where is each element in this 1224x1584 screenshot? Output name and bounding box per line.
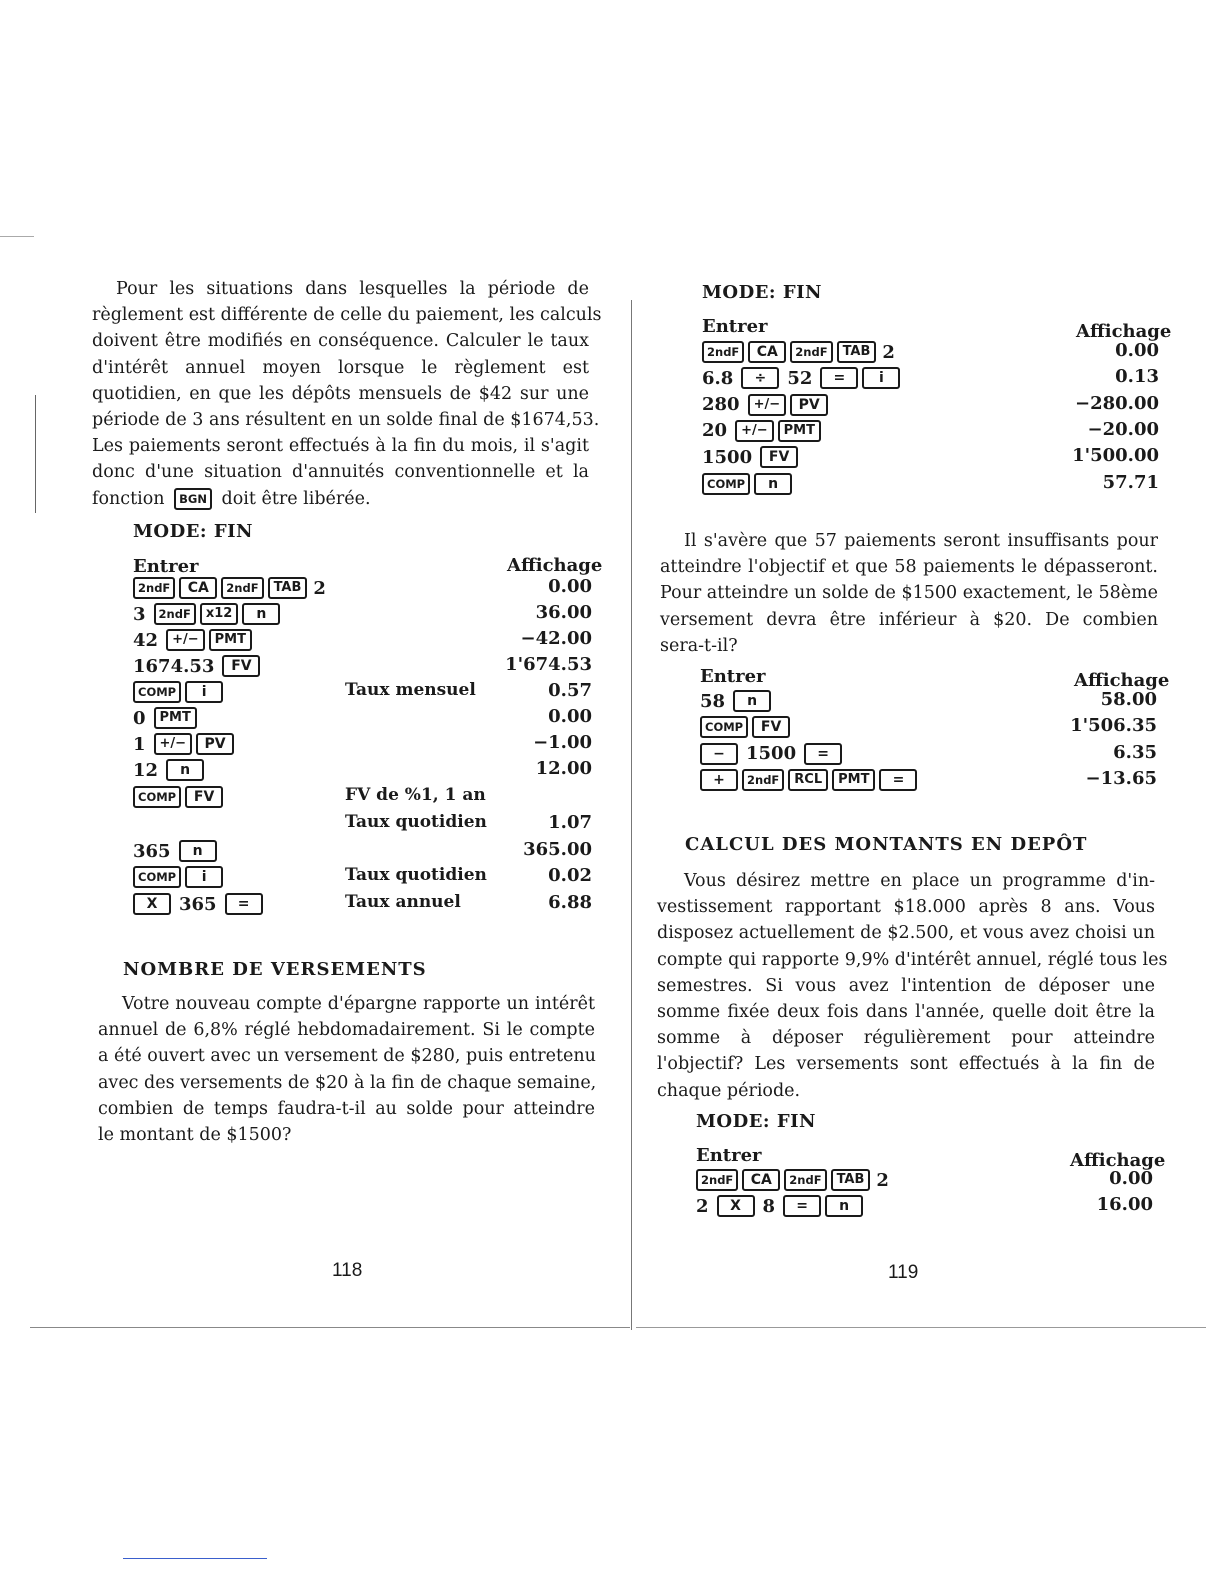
key-i: i <box>862 367 900 389</box>
keystroke-row <box>133 757 208 783</box>
keystroke-row <box>133 575 326 601</box>
row-note: Taux quotidien <box>345 865 487 885</box>
row-display-value: −280.00 <box>1075 392 1159 414</box>
keystroke-row <box>133 864 227 890</box>
row-display-value: 1'506.35 <box>1070 715 1157 737</box>
text-line: Votre nouveau compte d'épargne rapporte un intérêt <box>122 994 595 1014</box>
text-line: avec des versements de $20 à la fin de chaque semaine, <box>98 1072 597 1093</box>
key-ca: CA <box>742 1169 780 1191</box>
key-pmt: PMT <box>832 769 875 791</box>
key-x12: x12 <box>200 603 238 625</box>
key-i: i <box>185 866 223 888</box>
keystroke-row <box>133 679 227 705</box>
right-affichage-header: Affichage <box>1076 321 1172 342</box>
key-2ndf: 2ndF <box>133 577 175 599</box>
keystroke-row <box>700 767 921 793</box>
keystroke-row <box>702 418 825 444</box>
key-comp: COMP <box>133 681 181 703</box>
row-input-value: 58 <box>700 690 726 712</box>
key-minus: − <box>700 743 738 765</box>
key-equals: = <box>804 743 842 765</box>
row-input-value: 365 <box>133 840 171 862</box>
key-comp: COMP <box>700 716 748 738</box>
key-2ndf: 2ndF <box>154 603 196 625</box>
right-entrer2-header: Entrer <box>700 666 766 687</box>
text-line: Pour atteindre un solde de $1500 exactement, le 58ème <box>660 583 1159 604</box>
row-note: FV de %1, 1 an <box>345 785 486 805</box>
keystroke-row <box>702 444 802 470</box>
key-n: n <box>242 603 280 625</box>
key-equals: = <box>879 769 917 791</box>
row-display-value: 16.00 <box>1096 1194 1153 1216</box>
bottom-blue-line <box>123 1558 267 1559</box>
text-line-last: sera-t-il? <box>660 635 738 656</box>
keystroke-row <box>702 339 895 365</box>
keystroke-row <box>702 471 796 497</box>
row-input-value: 1674.53 <box>133 655 215 677</box>
row-input-value: 1500 <box>746 743 797 765</box>
row-display-value: 1'674.53 <box>505 654 592 675</box>
right-depot-paragraph <box>657 868 1168 1104</box>
row-input-value: 1500 <box>702 446 753 468</box>
left-affichage-header: Affichage <box>507 555 603 576</box>
keystroke-row <box>696 1167 889 1193</box>
key-i: i <box>185 681 223 703</box>
text-line: versement devra être inférieur à $20. De combien <box>660 609 1158 630</box>
key-ca: CA <box>179 577 217 599</box>
key-n: n <box>754 473 792 495</box>
text-line: donc d'une situation d'annuités conventionnelle et la <box>92 462 589 483</box>
key-2ndf: 2ndF <box>742 769 784 791</box>
row-input-value: 365 <box>179 893 217 915</box>
keystroke-row <box>702 392 832 418</box>
row-display-value: 1'500.00 <box>1072 445 1159 467</box>
row-note: Taux annuel <box>345 892 461 912</box>
row-input-value: 12 <box>133 759 159 781</box>
key-comp: COMP <box>702 473 750 495</box>
text-line: somme à déposer régulièrement pour atteindre <box>657 1028 1155 1049</box>
key-divide: ÷ <box>741 367 779 389</box>
right-mode2-label: MODE: FIN <box>696 1111 816 1132</box>
text-line: l'objectif? Les versements sont effectués à la fin de <box>657 1054 1155 1075</box>
key-tab: TAB <box>831 1169 871 1191</box>
text-line: quotidien, en que les dépôts mensuels de $42 sur une <box>92 383 589 404</box>
text-line-last: le montant de $1500? <box>98 1125 292 1146</box>
top-left-tick <box>0 236 34 237</box>
text-line: atteindre l'objectif et que 58 paiements le dépasseront. <box>660 557 1158 578</box>
text-line: Vous désirez mettre en place un programme d'in- <box>684 871 1155 891</box>
key-n: n <box>166 759 204 781</box>
keystroke-row <box>133 784 227 810</box>
row-display-value: 0.00 <box>1115 340 1159 361</box>
text-line: règlement est différente de celle du paiement, les calculs <box>92 305 602 326</box>
text-fragment: fonction <box>92 488 165 509</box>
key-fv: FV <box>760 446 798 468</box>
bottom-rule-left <box>30 1327 630 1328</box>
row-input-value: 42 <box>133 629 159 651</box>
text-line: annuel de 6,8% réglé hebdomadairement. Si le compte <box>98 1020 595 1041</box>
key-n: n <box>179 840 217 862</box>
row-display-value: −13.65 <box>1085 767 1157 789</box>
row-input-value: 1 <box>133 733 146 755</box>
key-equals: = <box>783 1195 821 1217</box>
row-input-value: 0 <box>133 707 146 729</box>
text-line: somme fixée deux fois dans l'année, quelle doit être la <box>657 1002 1155 1023</box>
keystroke-row <box>133 838 221 864</box>
right-page-number: 119 <box>888 1262 919 1283</box>
text-line-last <box>92 486 589 512</box>
key-equals: = <box>820 367 858 389</box>
row-display-value: 0.00 <box>548 576 592 597</box>
left-margin-line <box>35 395 36 513</box>
keystroke-row <box>133 731 238 757</box>
key-pv: PV <box>790 394 828 416</box>
key-2ndf: 2ndF <box>702 341 744 363</box>
text-line: période de 3 ans résultent en un solde final de $1674,53. <box>92 410 600 431</box>
right-section-heading: CALCUL DES MONTANTS EN DEPÔT <box>685 834 1088 855</box>
right-entrer-header: Entrer <box>702 316 768 337</box>
key-bgn: BGN <box>174 488 212 510</box>
key-2ndf: 2ndF <box>696 1169 738 1191</box>
keystroke-row <box>696 1193 867 1219</box>
keystroke-row <box>702 365 904 391</box>
key-fv: FV <box>752 716 790 738</box>
key-pv: PV <box>196 733 234 755</box>
text-fragment: doit être libérée. <box>221 488 371 509</box>
text-line: d'intérêt annuel moyen lorsque le règlement est <box>92 357 589 378</box>
key-2ndf: 2ndF <box>790 341 832 363</box>
right-affichage3-header: Affichage <box>1070 1150 1166 1171</box>
key-rcl: RCL <box>788 769 828 791</box>
row-display-value: −1.00 <box>533 732 592 753</box>
key-change-sign: +/− <box>166 629 205 651</box>
left-section-heading: NOMBRE DE VERSEMENTS <box>123 959 427 980</box>
text-line: doivent être modifiés en conséquence. Calculer le taux <box>92 331 589 352</box>
keystroke-row <box>133 653 264 679</box>
text-line: Il s'avère que 57 paiements seront insuffisants pour <box>684 531 1158 551</box>
key-equals: = <box>225 893 263 915</box>
left-entrer-header: Entrer <box>133 556 199 577</box>
keystroke-row <box>133 891 267 917</box>
text-line: Pour les situations dans lesquelles la période de <box>116 279 589 299</box>
keystroke-row <box>700 741 846 767</box>
text-line: compte qui rapporte 9,9% d'intérêt annuel, réglé tous les <box>657 949 1168 970</box>
row-display-value: 12.00 <box>535 758 592 779</box>
row-input-value: 3 <box>133 603 146 625</box>
row-display-value: 57.71 <box>1102 471 1159 493</box>
left-mode-label: MODE: FIN <box>133 521 253 542</box>
text-line: combien de temps faudra-t-il au solde pour atteindre <box>98 1098 595 1119</box>
row-input-value: 52 <box>787 367 813 389</box>
key-pmt: PMT <box>154 707 197 729</box>
row-input-value: 20 <box>702 420 728 442</box>
right-result-paragraph <box>660 528 1158 659</box>
text-line: a été ouvert avec un versement de $280, puis entretenu <box>98 1046 596 1067</box>
text-line: Les paiements seront effectués à la fin du mois, il s'agit <box>92 436 589 457</box>
keystroke-row <box>700 688 775 714</box>
key-pmt: PMT <box>209 629 252 651</box>
row-display-value: 365.00 <box>523 839 592 860</box>
right-affichage2-header: Affichage <box>1074 670 1170 691</box>
center-divider <box>631 300 632 1330</box>
text-line-last: chaque période. <box>657 1080 801 1101</box>
row-display-value: 58.00 <box>1100 689 1157 710</box>
right-mode-label: MODE: FIN <box>702 282 822 303</box>
key-n: n <box>733 690 771 712</box>
row-note: Taux quotidien <box>345 812 487 832</box>
key-comp: COMP <box>133 786 181 808</box>
key-2ndf: 2ndF <box>784 1169 826 1191</box>
row-display-value: 0.00 <box>548 706 592 727</box>
row-input-value: 280 <box>702 394 740 416</box>
keystroke-row <box>133 627 256 653</box>
key-plus: + <box>700 769 738 791</box>
keystroke-row <box>700 714 794 740</box>
row-display-value: 0.02 <box>548 865 592 886</box>
row-display-value: 36.00 <box>535 602 592 623</box>
key-multiply: X <box>133 893 171 915</box>
row-display-value: 6.88 <box>548 892 592 913</box>
key-2ndf: 2ndF <box>221 577 263 599</box>
row-input-value: 2 <box>876 1169 889 1191</box>
key-change-sign: +/− <box>735 420 774 442</box>
text-line: disposez actuellement de $2.500, et vous avez choisi un <box>657 923 1155 944</box>
key-tab: TAB <box>837 341 877 363</box>
row-display-value: 0.13 <box>1115 366 1159 388</box>
key-ca: CA <box>748 341 786 363</box>
row-input-value: 8 <box>762 1195 776 1217</box>
right-entrer3-header: Entrer <box>696 1145 762 1166</box>
row-display-value: 0.57 <box>548 680 592 701</box>
row-input-value: 2 <box>313 577 326 599</box>
row-display-value: 1.07 <box>548 812 592 833</box>
key-comp: COMP <box>133 866 181 888</box>
row-display-value: 0.00 <box>1109 1168 1153 1189</box>
row-display-value: −42.00 <box>520 628 592 649</box>
text-line: vestissement rapportant $18.000 après 8 ans. Vous <box>657 897 1155 918</box>
bottom-rule-right <box>636 1327 1206 1328</box>
key-fv: FV <box>185 786 223 808</box>
key-change-sign: +/− <box>748 394 787 416</box>
key-change-sign: +/− <box>154 733 193 755</box>
row-display-value: −20.00 <box>1087 418 1159 440</box>
left-intro-paragraph <box>92 276 602 512</box>
text-line: semestres. Si vous avez l'intention de déposer une <box>657 975 1155 996</box>
row-input-value: 2 <box>882 341 895 363</box>
keystroke-row <box>133 705 201 731</box>
row-input-value: 2 <box>696 1195 709 1217</box>
keystroke-row <box>133 601 284 627</box>
key-pmt: PMT <box>778 420 821 442</box>
key-tab: TAB <box>268 577 308 599</box>
left-page-number: 118 <box>332 1260 363 1281</box>
key-multiply: X <box>717 1195 755 1217</box>
row-input-value: 6.8 <box>702 367 734 389</box>
key-fv: FV <box>222 655 260 677</box>
row-display-value: 6.35 <box>1113 741 1157 763</box>
left-versements-paragraph <box>98 991 595 1148</box>
row-note: Taux mensuel <box>345 680 476 700</box>
key-n: n <box>825 1195 863 1217</box>
